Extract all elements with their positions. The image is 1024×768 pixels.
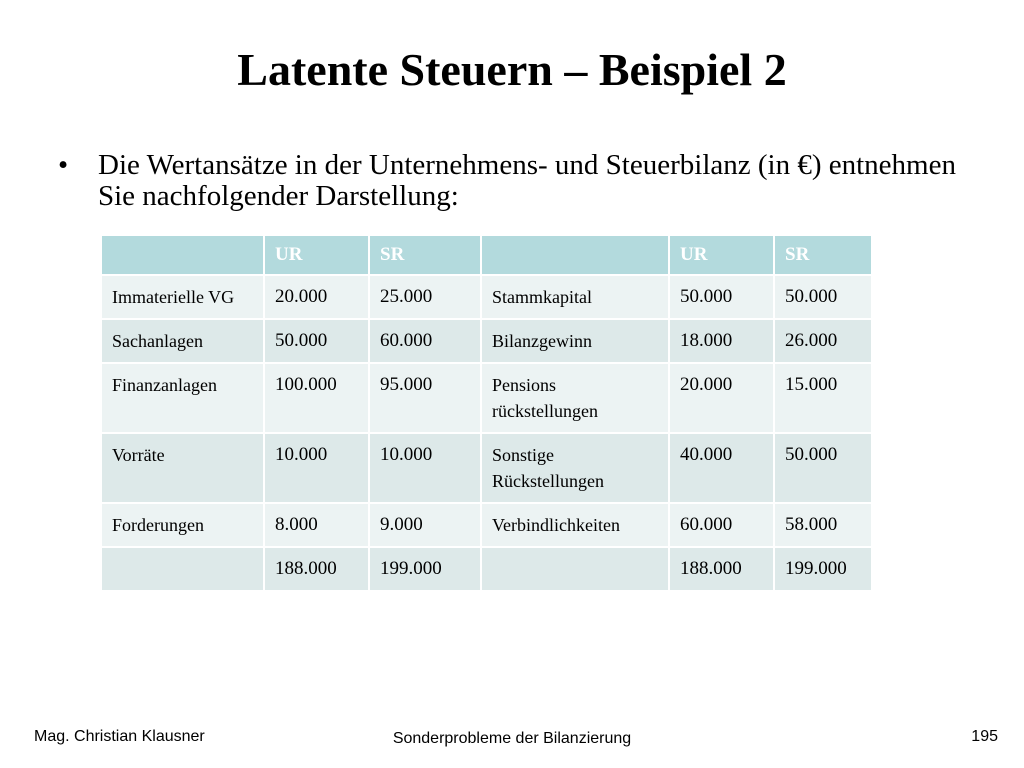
asset-sr-value: 60.000 [370, 320, 480, 362]
asset-name: Immaterielle VG [102, 276, 263, 318]
asset-ur-value: 8.000 [265, 504, 368, 546]
asset-ur-value: 20.000 [265, 276, 368, 318]
header-sr-assets: SR [370, 236, 480, 274]
asset-sr-value: 10.000 [370, 434, 480, 502]
liability-sr-value: 26.000 [775, 320, 871, 362]
table-row [102, 364, 871, 432]
bullet-point [52, 150, 972, 212]
footer-topic: Sonderprobleme der Bilanzierung [392, 730, 632, 747]
asset-name: Vorräte [102, 434, 263, 502]
asset-sr-value: 9.000 [370, 504, 480, 546]
liability-ur-value: 20.000 [670, 364, 773, 432]
bullet-text: Die Wertansätze in der Unternehmens- und Steuerbilanz (in €) entnehmen Sie nachfolgender Darstellung: [98, 149, 956, 212]
total-asset-sr: 199.000 [370, 548, 480, 590]
table-row [102, 276, 871, 318]
liability-ur-value: 60.000 [670, 504, 773, 546]
table-row [102, 434, 871, 502]
asset-sr-value: 25.000 [370, 276, 480, 318]
total-asset-ur: 188.000 [265, 548, 368, 590]
total-liability-label [482, 548, 668, 590]
liability-sr-value: 58.000 [775, 504, 871, 546]
asset-name: Sachanlagen [102, 320, 263, 362]
total-liability-ur: 188.000 [670, 548, 773, 590]
liability-ur-value: 50.000 [670, 276, 773, 318]
table-row [102, 504, 871, 546]
liability-name: Stammkapital [482, 276, 668, 318]
slide-title: Latente Steuern – Beispiel 2 [237, 44, 787, 95]
asset-name: Finanzanlagen [102, 364, 263, 432]
liability-name: Verbindlichkeiten [482, 504, 668, 546]
liability-sr-value: 50.000 [775, 434, 871, 502]
table-total-row [102, 548, 871, 590]
header-assets-label [102, 236, 263, 274]
total-asset-label [102, 548, 263, 590]
liability-name: Sonstige Rückstellungen [482, 434, 668, 502]
bullet-marker: • [58, 149, 69, 181]
liability-name: Bilanzgewinn [482, 320, 668, 362]
asset-ur-value: 50.000 [265, 320, 368, 362]
liability-ur-value: 40.000 [670, 434, 773, 502]
asset-ur-value: 100.000 [265, 364, 368, 432]
table-header-row [102, 236, 871, 274]
header-ur-assets: UR [265, 236, 368, 274]
table-row [102, 320, 871, 362]
liability-sr-value: 50.000 [775, 276, 871, 318]
liability-name: Pensions rückstellungen [482, 364, 668, 432]
asset-name: Forderungen [102, 504, 263, 546]
header-sr-liabilities: SR [775, 236, 871, 274]
footer-page-number: 195 [971, 728, 998, 745]
asset-sr-value: 95.000 [370, 364, 480, 432]
liability-sr-value: 15.000 [775, 364, 871, 432]
liability-ur-value: 18.000 [670, 320, 773, 362]
balance-table [100, 234, 873, 592]
total-liability-sr: 199.000 [775, 548, 871, 590]
header-liabilities-label [482, 236, 668, 274]
footer-author: Mag. Christian Klausner [34, 728, 205, 745]
asset-ur-value: 10.000 [265, 434, 368, 502]
header-ur-liabilities: UR [670, 236, 773, 274]
